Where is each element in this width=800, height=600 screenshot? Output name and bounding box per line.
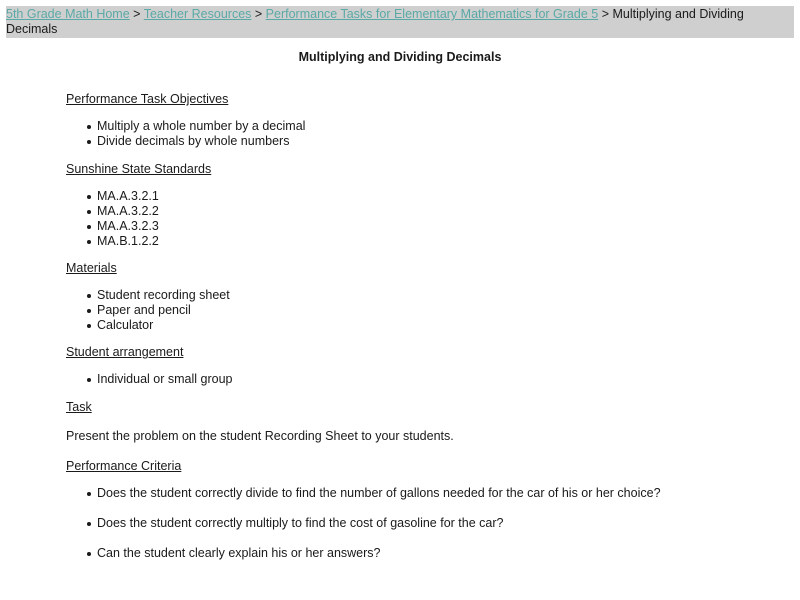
- objectives-list: [66, 119, 305, 149]
- list-item: MA.A.3.2.3: [66, 219, 159, 234]
- list-item: Can the student clearly explain his or her answers?: [66, 546, 661, 561]
- list-item: Individual or small group: [66, 372, 233, 387]
- list-item: MA.B.1.2.2: [66, 234, 159, 249]
- breadcrumb-link-performance-tasks[interactable]: Performance Tasks for Elementary Mathematics for Grade 5: [265, 7, 599, 21]
- breadcrumb: [6, 6, 794, 38]
- breadcrumb-separator: >: [133, 7, 144, 21]
- task-text: Present the problem on the student Recording Sheet to your students.: [66, 429, 454, 443]
- list-item: MA.A.3.2.1: [66, 189, 159, 204]
- heading-task: Task: [66, 400, 92, 414]
- breadcrumb-link-math-home[interactable]: 5th Grade Math Home: [6, 7, 130, 21]
- criteria-list: [66, 486, 661, 576]
- heading-standards: Sunshine State Standards: [66, 162, 212, 176]
- list-item: MA.A.3.2.2: [66, 204, 159, 219]
- list-item: Does the student correctly multiply to find the cost of gasoline for the car?: [66, 516, 661, 531]
- standards-list: [66, 189, 159, 249]
- list-item: Paper and pencil: [66, 303, 230, 318]
- list-item: Student recording sheet: [66, 288, 230, 303]
- page-title: Multiplying and Dividing Decimals: [298, 50, 502, 64]
- heading-materials: Materials: [66, 261, 117, 275]
- list-item: Divide decimals by whole numbers: [66, 134, 305, 149]
- materials-list: [66, 288, 230, 333]
- list-item: Does the student correctly divide to find the number of gallons needed for the car of his or her choice?: [66, 486, 661, 501]
- breadcrumb-separator: >: [601, 7, 613, 21]
- heading-objectives: Performance Task Objectives: [66, 92, 229, 106]
- breadcrumb-separator: >: [254, 7, 266, 21]
- list-item: Multiply a whole number by a decimal: [66, 119, 305, 134]
- arrangement-list: [66, 372, 233, 387]
- heading-arrangement: Student arrangement: [66, 345, 184, 359]
- heading-criteria: Performance Criteria: [66, 459, 182, 473]
- list-item: Calculator: [66, 318, 230, 333]
- breadcrumb-current: Multiplying and Dividing Decimals: [6, 7, 744, 36]
- breadcrumb-link-teacher-resources[interactable]: Teacher Resources: [143, 7, 252, 21]
